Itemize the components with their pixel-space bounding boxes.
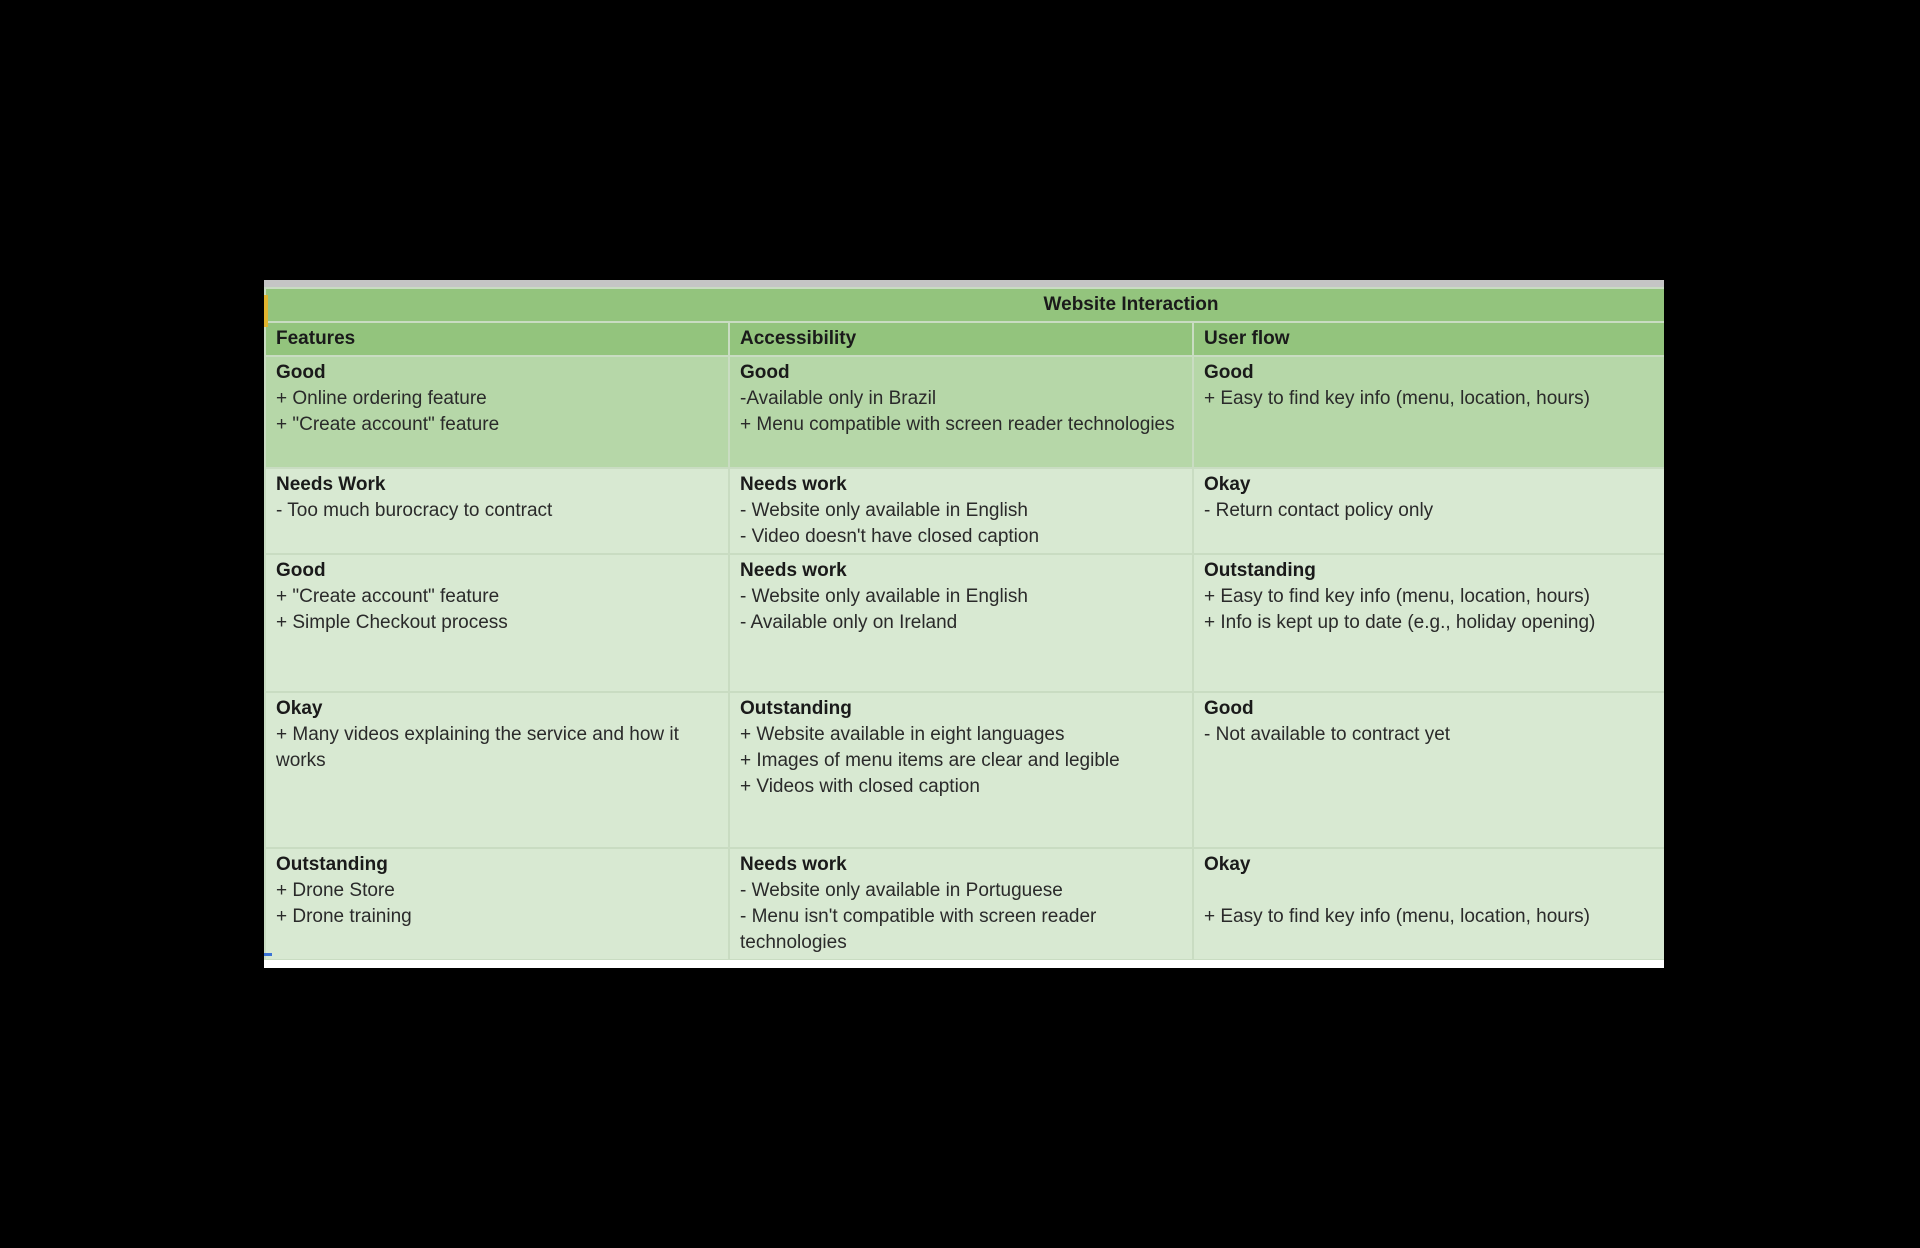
cell-note-line: - Website only available in Portuguese (740, 880, 1063, 901)
cell-note-line: + Drone Store (276, 880, 395, 901)
rating-label: Good (276, 560, 326, 581)
cell-note-line: + Images of menu items are clear and legible (740, 750, 1120, 771)
table-cell-user-flow[interactable] (1193, 692, 1664, 848)
table-cell-features[interactable] (265, 554, 729, 692)
rating-label: Needs Work (276, 474, 386, 495)
table-row (265, 692, 1664, 848)
rating-label: Okay (1204, 474, 1251, 495)
rating-label: Outstanding (1204, 560, 1316, 581)
table-row (265, 468, 1664, 554)
rating-label: Okay (276, 698, 323, 719)
cell-note-line: -Available only in Brazil (740, 388, 937, 409)
cell-note-line: + Online ordering feature (276, 388, 487, 409)
cell-note-line: + Drone training (276, 906, 412, 927)
spreadsheet-table-view (264, 280, 1664, 968)
table-cell-user-flow[interactable] (1193, 554, 1664, 692)
cell-note-line: - Menu isn't compatible with screen reader technologies (740, 906, 1097, 953)
table-cell-accessibility[interactable] (729, 848, 1193, 960)
cell-note-line: + Videos with closed caption (740, 776, 980, 797)
cell-note-line: + Many videos explaining the service and how it works (276, 724, 679, 771)
table-row (265, 848, 1664, 960)
rating-label: Good (276, 362, 326, 383)
rating-label: Outstanding (276, 854, 388, 875)
cell-note-line (1204, 878, 1656, 904)
group-header-row (265, 288, 1664, 322)
table-cell-accessibility[interactable] (729, 356, 1193, 468)
rating-label: Okay (1204, 854, 1251, 875)
cell-note-line: + "Create account" feature (276, 586, 500, 607)
selection-edge-marker (264, 295, 268, 327)
table-cell-accessibility[interactable] (729, 468, 1193, 554)
cell-note-line: - Not available to contract yet (1204, 724, 1451, 745)
table-row (265, 554, 1664, 692)
table-cell-user-flow[interactable] (1193, 356, 1664, 468)
column-header-user-flow[interactable]: User flow (1193, 322, 1664, 356)
table-cell-accessibility[interactable] (729, 692, 1193, 848)
rating-label: Needs work (740, 560, 847, 581)
cell-note-line: - Website only available in English (740, 586, 1028, 607)
table-cell-features[interactable] (265, 848, 729, 960)
cell-note-line: + Easy to find key info (menu, location, hours) (1204, 906, 1591, 927)
table-cell-features[interactable] (265, 356, 729, 468)
cell-note-line: - Website only available in English (740, 500, 1028, 521)
table-row (265, 356, 1664, 468)
column-header-row (265, 322, 1664, 356)
rating-label: Needs work (740, 474, 847, 495)
table-cell-features[interactable] (265, 468, 729, 554)
rating-label: Needs work (740, 854, 847, 875)
rating-label: Good (1204, 362, 1254, 383)
column-header-features[interactable]: Features (265, 322, 729, 356)
cell-note-line: + Easy to find key info (menu, location, hours) (1204, 586, 1591, 607)
cell-note-line: + Simple Checkout process (276, 612, 508, 633)
cell-note-line: + Website available in eight languages (740, 724, 1065, 745)
cell-note-line: + Info is kept up to date (e.g., holiday opening) (1204, 612, 1596, 633)
cell-note-line: + Menu compatible with screen reader technologies (740, 414, 1175, 435)
cell-note-line: - Available only on Ireland (740, 612, 958, 633)
cell-cursor-marker (264, 953, 272, 956)
cell-note-line: - Too much burocracy to contract (276, 500, 553, 521)
cell-note-line: - Video doesn't have closed caption (740, 526, 1040, 547)
column-header-accessibility[interactable]: Accessibility (729, 322, 1193, 356)
table-cell-user-flow[interactable] (1193, 848, 1664, 960)
cell-note-line: + Easy to find key info (menu, location, hours) (1204, 388, 1591, 409)
rating-label: Outstanding (740, 698, 852, 719)
website-interaction-table (264, 287, 1664, 961)
table-cell-features[interactable] (265, 692, 729, 848)
cell-note-line: - Return contact policy only (1204, 500, 1434, 521)
table-cell-accessibility[interactable] (729, 554, 1193, 692)
table-cell-user-flow[interactable] (1193, 468, 1664, 554)
rating-label: Good (1204, 698, 1254, 719)
group-header-cell[interactable]: Website Interaction (265, 288, 1664, 322)
rating-label: Good (740, 362, 790, 383)
cell-note-line: + "Create account" feature (276, 414, 500, 435)
